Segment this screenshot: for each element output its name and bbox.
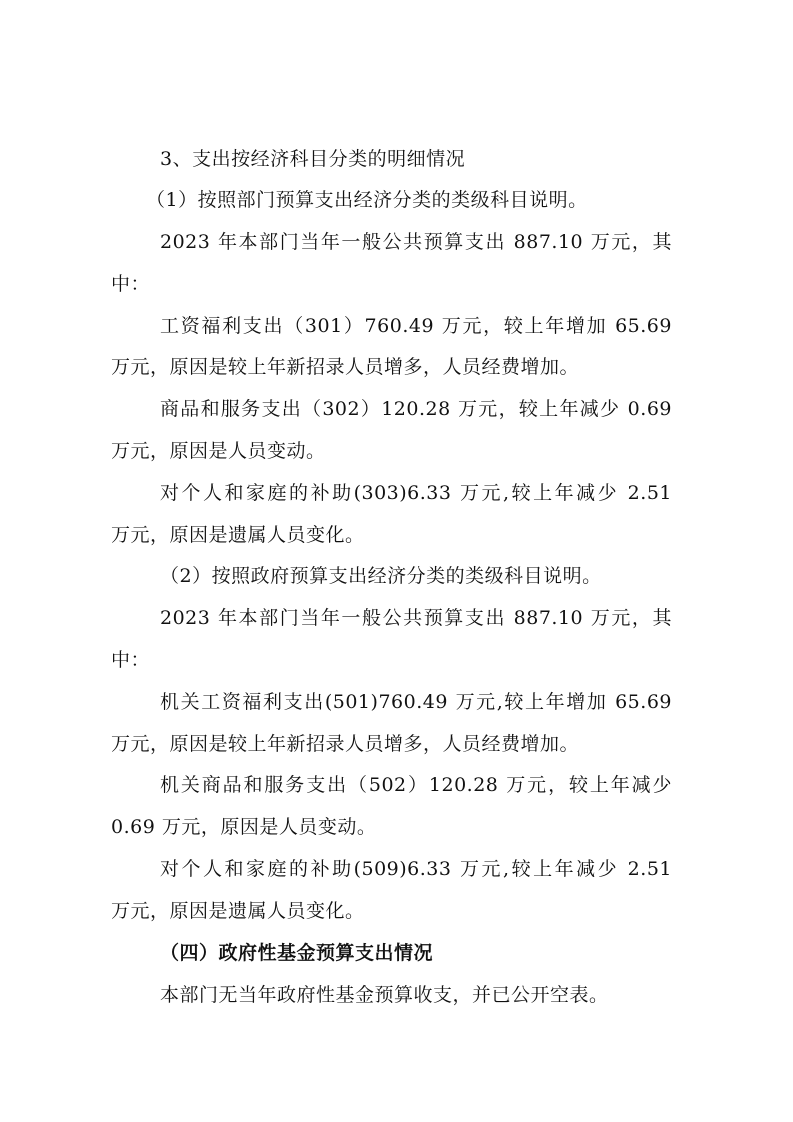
dept-total-line: 2023 年本部门当年一般公共预算支出 887.10 万元，其: [160, 231, 672, 253]
dept-item-303-cont: 万元，原因是遗属人员变化。: [111, 524, 365, 546]
section-4-title: （四）政府性基金预算支出情况: [160, 942, 434, 964]
gov-total-line-cont: 中：: [111, 649, 151, 671]
dept-classification-heading: （1）按照部门预算支出经济分类的类级科目说明。: [146, 189, 588, 211]
section-3-title: 3、支出按经济科目分类的明细情况: [160, 148, 466, 170]
dept-item-302-cont: 万元，原因是人员变动。: [111, 440, 326, 462]
gov-item-501: 机关工资福利支出(501)760.49 万元,较上年增加 65.69: [160, 691, 672, 713]
dept-item-301: 工资福利支出（301）760.49 万元，较上年增加 65.69: [160, 315, 672, 337]
gov-item-502: 机关商品和服务支出（502）120.28 万元，较上年减少: [160, 774, 672, 796]
gov-item-509-cont: 万元，原因是遗属人员变化。: [111, 900, 365, 922]
gov-item-509: 对个人和家庭的补助(509)6.33 万元,较上年减少 2.51: [160, 858, 672, 880]
gov-item-502-cont: 0.69 万元，原因是人员变动。: [111, 816, 377, 838]
dept-item-302: 商品和服务支出（302）120.28 万元，较上年减少 0.69: [160, 398, 672, 420]
gov-classification-heading: （2）按照政府预算支出经济分类的类级科目说明。: [160, 565, 602, 587]
dept-total-line-cont: 中：: [111, 273, 151, 295]
dept-item-301-cont: 万元，原因是较上年新招录人员增多，人员经费增加。: [111, 356, 580, 378]
gov-item-501-cont: 万元，原因是较上年新招录人员增多，人员经费增加。: [111, 733, 580, 755]
section-4-body: 本部门无当年政府性基金预算收支，并已公开空表。: [160, 984, 609, 1006]
dept-item-303: 对个人和家庭的补助(303)6.33 万元,较上年减少 2.51: [160, 482, 672, 504]
gov-total-line: 2023 年本部门当年一般公共预算支出 887.10 万元，其: [160, 607, 672, 629]
